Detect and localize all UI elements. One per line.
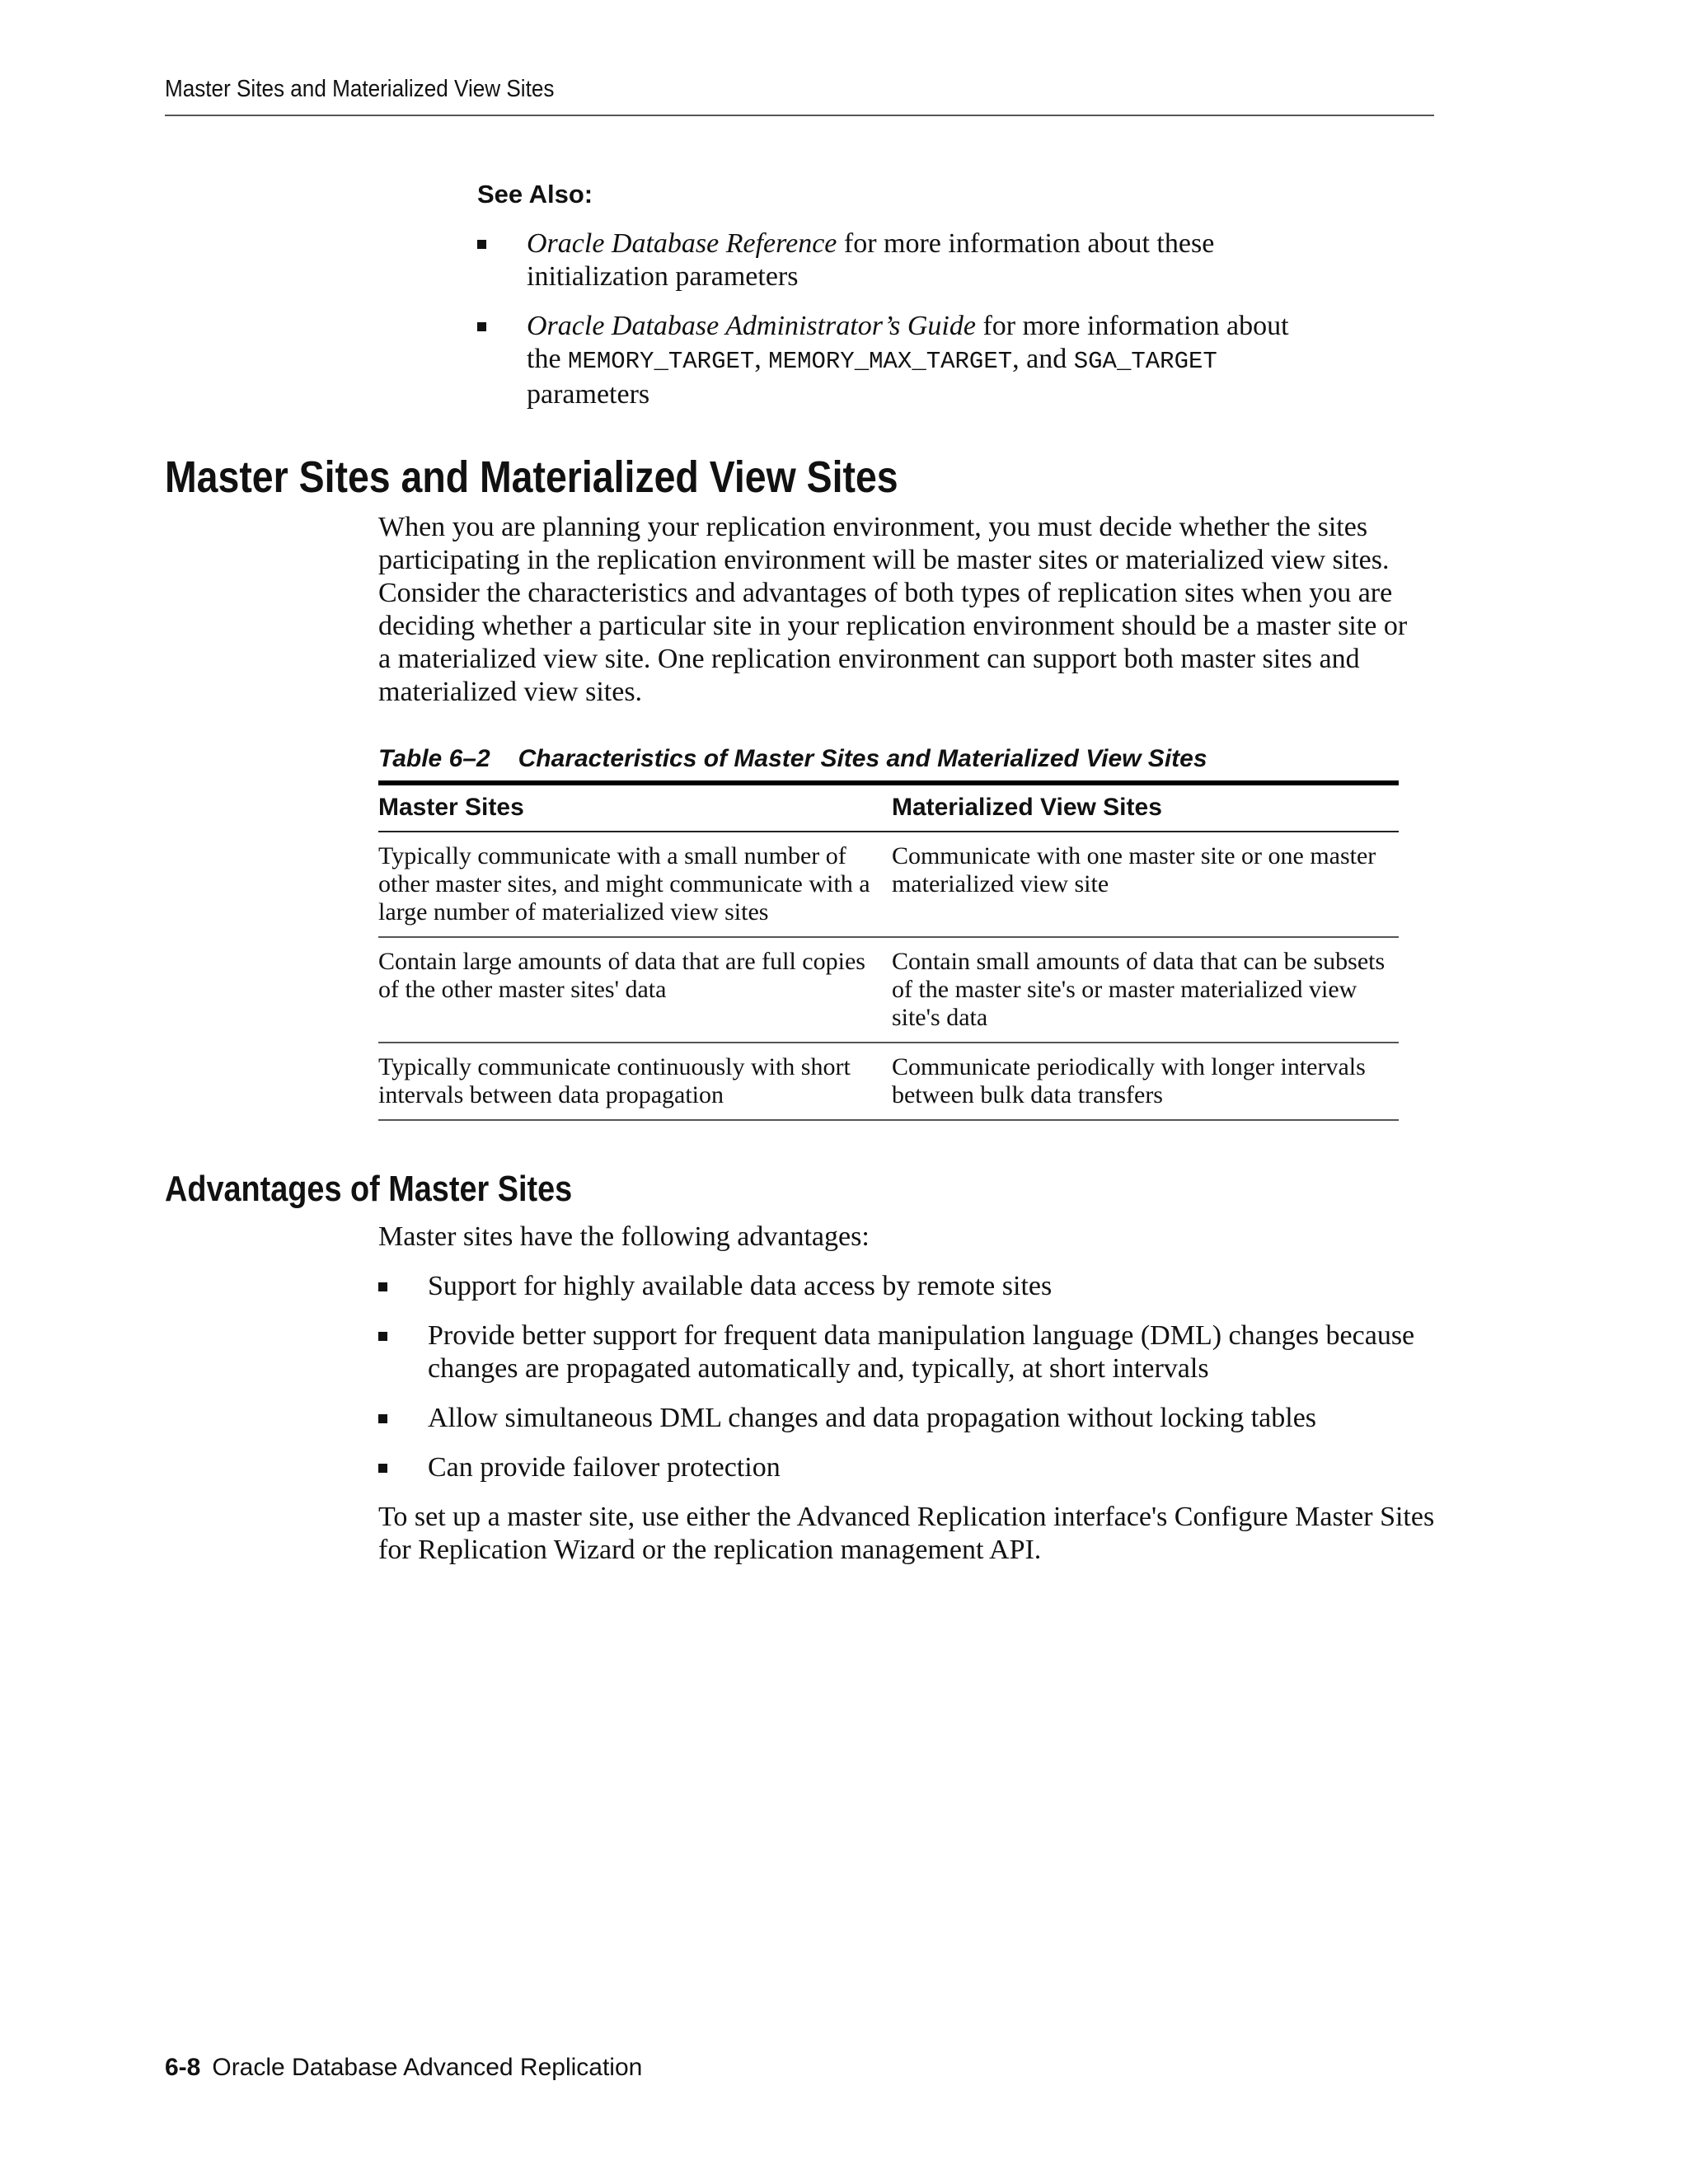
book-reference: Oracle Database Reference	[527, 228, 837, 259]
bullet-icon	[378, 1282, 387, 1291]
table-cell: Communicate with one master site or one master materialized view site	[892, 832, 1399, 937]
closing-paragraph: To set up a master site, use either the Advanced Replication interface's Configure Master Sites for Replication Wizard or the replication management API.	[378, 1502, 1435, 1565]
bullet-icon	[477, 322, 486, 331]
table-row	[378, 937, 1399, 1043]
table-caption	[378, 745, 1207, 773]
list-item-text: Support for highly available data access by remote sites	[428, 1271, 1053, 1301]
list-item	[378, 1319, 1433, 1385]
table-label: Table 6–2	[378, 745, 490, 772]
see-also-note	[477, 180, 1301, 428]
list-item-text: Can provide failover protection	[428, 1452, 781, 1483]
page-footer	[165, 2054, 642, 2082]
table-row	[378, 832, 1399, 937]
bullet-icon	[378, 1464, 387, 1473]
table-title: Characteristics of Master Sites and Materialized View Sites	[518, 745, 1207, 772]
subsection-heading: Advantages of Master Sites	[165, 1169, 573, 1209]
separator-text: ,	[754, 344, 769, 374]
table-row	[378, 1043, 1399, 1120]
table-header-row	[378, 783, 1399, 832]
intro-paragraph: When you are planning your replication environment, you must decide whether the sites participating in the replication environment will be master sites or materialized view sites. Consider the characteristics and advantages of both types of replication sites when you are deciding whether a particular site in your replication environment should be a master site or a materialized view site. One replication environment can support both master sites and materialized view sites.	[378, 512, 1408, 707]
section-heading: Master Sites and Materialized View Sites	[165, 452, 898, 502]
bullet-icon	[477, 240, 486, 249]
list-item	[378, 1270, 1433, 1303]
list-item	[378, 1451, 1433, 1484]
header-rule	[165, 115, 1434, 116]
see-also-text: parameters	[527, 379, 650, 410]
advantages-intro: Master sites have the following advantages:	[378, 1221, 870, 1252]
see-also-title: See Also:	[477, 180, 593, 209]
bullet-icon	[378, 1414, 387, 1423]
table-cell: Contain large amounts of data that are full copies of the other master sites' data	[378, 937, 892, 1043]
book-reference: Oracle Database Administrator’s Guide	[527, 311, 976, 341]
list-item-text: Provide better support for frequent data manipulation language (DML) changes because changes are propagated automatically and, typically, at short intervals	[428, 1320, 1415, 1384]
table-cell: Typically communicate continuously with short intervals between data propagation	[378, 1043, 892, 1120]
column-header-materialized-view-sites: Materialized View Sites	[892, 783, 1399, 832]
page-number: 6-8	[165, 2054, 201, 2081]
table-cell: Communicate periodically with longer intervals between bulk data transfers	[892, 1043, 1399, 1120]
see-also-item	[477, 227, 1301, 293]
see-also-text: for more information about the	[527, 311, 1289, 374]
table-cell: Typically communicate with a small number of other master sites, and might communicate with a large number of materialized view sites	[378, 832, 892, 937]
see-also-text: for more information about these initialization parameters	[527, 228, 1215, 292]
separator-text: , and	[1012, 344, 1074, 374]
list-item-text: Allow simultaneous DML changes and data propagation without locking tables	[428, 1403, 1317, 1433]
characteristics-table	[378, 780, 1399, 1121]
advantages-list	[378, 1270, 1433, 1501]
list-item	[378, 1402, 1433, 1435]
running-header: Master Sites and Materialized View Sites	[165, 76, 555, 102]
parameter-name: MEMORY_TARGET	[568, 348, 755, 375]
column-header-master-sites: Master Sites	[378, 783, 892, 832]
book-title: Oracle Database Advanced Replication	[212, 2054, 643, 2081]
see-also-item	[477, 310, 1301, 411]
parameter-name: SGA_TARGET	[1073, 348, 1217, 375]
table-cell: Contain small amounts of data that can be subsets of the master site's or master materialized view site's data	[892, 937, 1399, 1043]
parameter-name: MEMORY_MAX_TARGET	[768, 348, 1013, 375]
bullet-icon	[378, 1332, 387, 1341]
